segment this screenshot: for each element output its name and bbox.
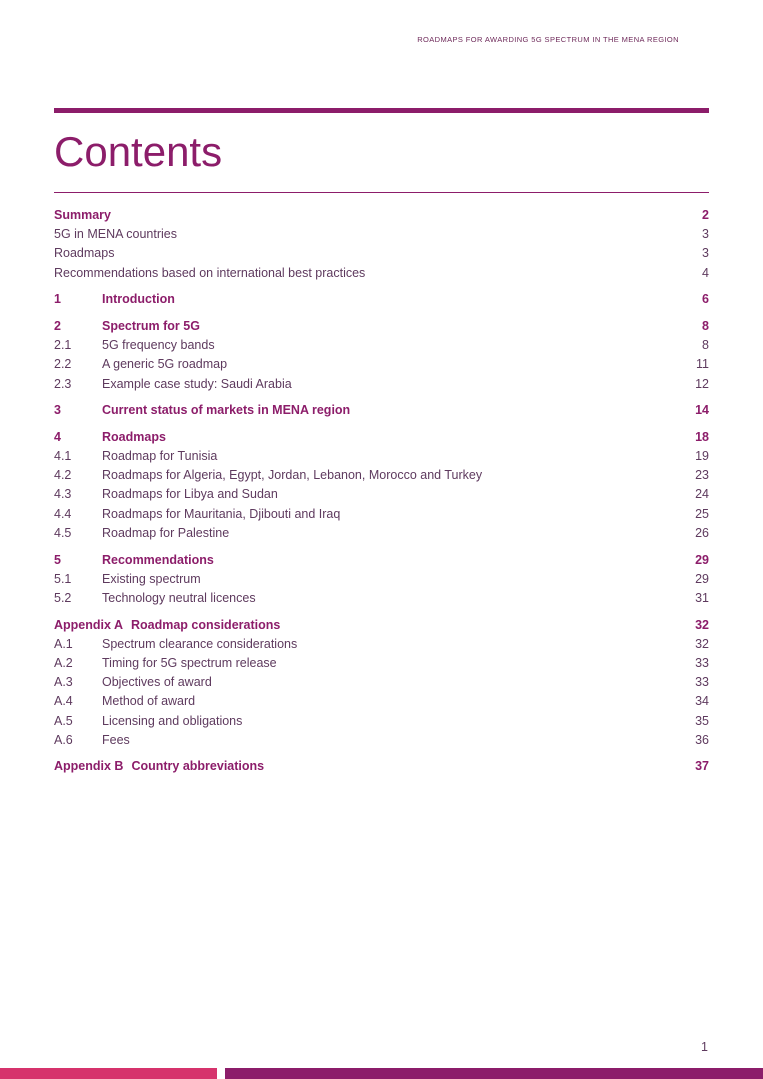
toc-entry-number: 5.2 bbox=[54, 590, 72, 605]
toc-entry-label: Roadmaps for Libya and Sudan bbox=[102, 487, 278, 502]
toc-section-4[interactable] bbox=[54, 428, 709, 447]
toc-entry-page: 33 bbox=[695, 675, 709, 690]
toc-entry-page: 6 bbox=[702, 292, 709, 307]
toc-entry-label: Method of award bbox=[102, 694, 196, 709]
table-of-contents bbox=[54, 206, 709, 777]
toc-entry-label: 5G in MENA countries bbox=[54, 227, 177, 242]
toc-entry-page: 32 bbox=[695, 617, 709, 632]
toc-entry-label: Timing for 5G spectrum release bbox=[102, 655, 277, 670]
toc-entry-label: Roadmap for Palestine bbox=[102, 525, 230, 540]
toc-entry-page: 29 bbox=[695, 571, 709, 586]
toc-entry-label: Recommendations based on international best practices bbox=[54, 265, 366, 280]
toc-entry[interactable] bbox=[54, 692, 709, 711]
toc-entry-label: Summary bbox=[54, 208, 111, 222]
toc-section-1[interactable] bbox=[54, 290, 709, 309]
toc-entry-label: Roadmap for Tunisia bbox=[102, 449, 218, 464]
toc-entry-number: 5 bbox=[54, 552, 61, 567]
toc-entry-number: 1 bbox=[54, 292, 61, 307]
toc-entry-page: 18 bbox=[695, 429, 709, 444]
toc-entry-page: 36 bbox=[695, 732, 709, 747]
toc-entry-number: 4.3 bbox=[54, 487, 72, 502]
toc-entry-page: 37 bbox=[695, 759, 709, 774]
toc-entry[interactable] bbox=[54, 264, 709, 283]
toc-entry-number: 4.1 bbox=[54, 449, 72, 464]
toc-entry-page: 33 bbox=[695, 655, 709, 670]
toc-entry-number: 3 bbox=[54, 403, 61, 418]
toc-section-3[interactable] bbox=[54, 401, 709, 420]
toc-entry-number: A.6 bbox=[54, 732, 73, 747]
toc-entry-page: 25 bbox=[695, 506, 709, 521]
toc-entry[interactable] bbox=[54, 466, 709, 485]
toc-entry-label: 5G frequency bands bbox=[102, 338, 215, 353]
toc-entry-label: Spectrum for 5G bbox=[102, 318, 200, 333]
toc-appendix-b[interactable] bbox=[54, 757, 709, 776]
toc-entry-page: 24 bbox=[695, 487, 709, 502]
top-rule bbox=[54, 108, 709, 113]
footer-bar-pink bbox=[0, 1068, 217, 1079]
toc-section-2[interactable] bbox=[54, 317, 709, 336]
toc-entry[interactable] bbox=[54, 654, 709, 673]
toc-entry[interactable] bbox=[54, 336, 709, 355]
toc-entry-page: 26 bbox=[695, 525, 709, 540]
toc-entry[interactable] bbox=[54, 673, 709, 692]
toc-entry-number: A.4 bbox=[54, 694, 73, 709]
toc-entry-page: 19 bbox=[695, 449, 709, 464]
toc-entry-label: Spectrum clearance considerations bbox=[102, 636, 298, 651]
toc-entry-page: 3 bbox=[702, 246, 709, 261]
toc-entry-label: Roadmaps for Mauritania, Djibouti and Iraq bbox=[102, 506, 341, 521]
toc-entry-number: A.5 bbox=[54, 713, 73, 728]
toc-entry-number: 2.3 bbox=[54, 376, 72, 391]
toc-entry[interactable] bbox=[54, 570, 709, 589]
toc-entry-number: 2.1 bbox=[54, 338, 72, 353]
toc-section-5[interactable] bbox=[54, 551, 709, 570]
appendix-title: Country abbreviations bbox=[131, 759, 265, 774]
toc-entry[interactable] bbox=[54, 524, 709, 543]
toc-entry-label: Fees bbox=[102, 732, 130, 747]
toc-entry-label: Roadmaps bbox=[102, 429, 166, 444]
toc-entry-label bbox=[54, 616, 280, 635]
toc-entry-label: A generic 5G roadmap bbox=[102, 357, 228, 372]
toc-entry-number: A.1 bbox=[54, 636, 73, 651]
toc-entry-page: 11 bbox=[696, 357, 709, 372]
appendix-prefix: Appendix B bbox=[54, 759, 124, 774]
toc-entry-number: A.3 bbox=[54, 675, 73, 690]
toc-entry-label: Roadmaps bbox=[54, 246, 115, 261]
toc-entry[interactable] bbox=[54, 244, 709, 263]
title-divider bbox=[54, 192, 709, 193]
toc-entry-page: 8 bbox=[702, 338, 709, 353]
toc-entry-label: Example case study: Saudi Arabia bbox=[102, 376, 292, 391]
toc-appendix-a[interactable] bbox=[54, 616, 709, 635]
toc-entry-page: 8 bbox=[702, 318, 709, 333]
toc-entry-page: 4 bbox=[702, 265, 709, 280]
toc-entry-number: 4 bbox=[54, 429, 61, 444]
toc-entry-label: Licensing and obligations bbox=[102, 713, 243, 728]
toc-entry-number: 4.2 bbox=[54, 468, 72, 483]
toc-entry[interactable] bbox=[54, 355, 709, 374]
page-title: Contents bbox=[54, 128, 223, 175]
appendix-prefix: Appendix A bbox=[54, 617, 123, 632]
toc-entry[interactable] bbox=[54, 225, 709, 244]
toc-entry-label: Objectives of award bbox=[102, 675, 212, 690]
toc-entry-page: 34 bbox=[695, 694, 709, 709]
toc-entry-page: 23 bbox=[695, 468, 709, 483]
footer-bar-plum bbox=[225, 1068, 763, 1079]
toc-entry-number: 5.1 bbox=[54, 571, 72, 586]
toc-entry-number: 2.2 bbox=[54, 357, 72, 372]
toc-entry-label: Technology neutral licences bbox=[102, 590, 256, 605]
toc-entry-label: Current status of markets in MENA region bbox=[102, 403, 351, 418]
toc-entry-page: 3 bbox=[702, 227, 709, 242]
toc-entry-summary[interactable] bbox=[54, 206, 709, 225]
toc-entry-label: Recommendations bbox=[102, 552, 214, 567]
toc-entry-page: 14 bbox=[695, 403, 709, 418]
toc-entry[interactable] bbox=[54, 589, 709, 608]
toc-entry-page: 31 bbox=[695, 590, 709, 605]
toc-entry[interactable] bbox=[54, 731, 709, 750]
toc-entry-page: 2 bbox=[702, 208, 709, 222]
running-head: ROADMAPS FOR AWARDING 5G SPECTRUM IN THE MENA REGION bbox=[417, 35, 679, 44]
toc-entry-label: Introduction bbox=[102, 292, 175, 307]
toc-entry-page: 32 bbox=[695, 636, 709, 651]
toc-entry[interactable] bbox=[54, 635, 709, 654]
toc-entry-label bbox=[54, 757, 264, 776]
toc-entry[interactable] bbox=[54, 485, 709, 504]
toc-entry-number: 4.4 bbox=[54, 506, 72, 521]
appendix-title: Roadmap considerations bbox=[130, 617, 281, 632]
toc-entry-number: 2 bbox=[54, 318, 61, 333]
toc-entry[interactable] bbox=[54, 505, 709, 524]
toc-entry-page: 29 bbox=[695, 552, 709, 567]
page-number: 1 bbox=[701, 1040, 708, 1054]
toc-entry-label: Existing spectrum bbox=[102, 571, 201, 586]
toc-entry-page: 12 bbox=[695, 376, 709, 391]
toc-entry[interactable] bbox=[54, 447, 709, 466]
toc-entry-number: 4.5 bbox=[54, 525, 72, 540]
toc-entry-number: A.2 bbox=[54, 655, 73, 670]
toc-entry[interactable] bbox=[54, 375, 709, 394]
toc-entry-page: 35 bbox=[695, 713, 709, 728]
toc-entry[interactable] bbox=[54, 712, 709, 731]
toc-entry-label: Roadmaps for Algeria, Egypt, Jordan, Lebanon, Morocco and Turkey bbox=[102, 468, 483, 483]
